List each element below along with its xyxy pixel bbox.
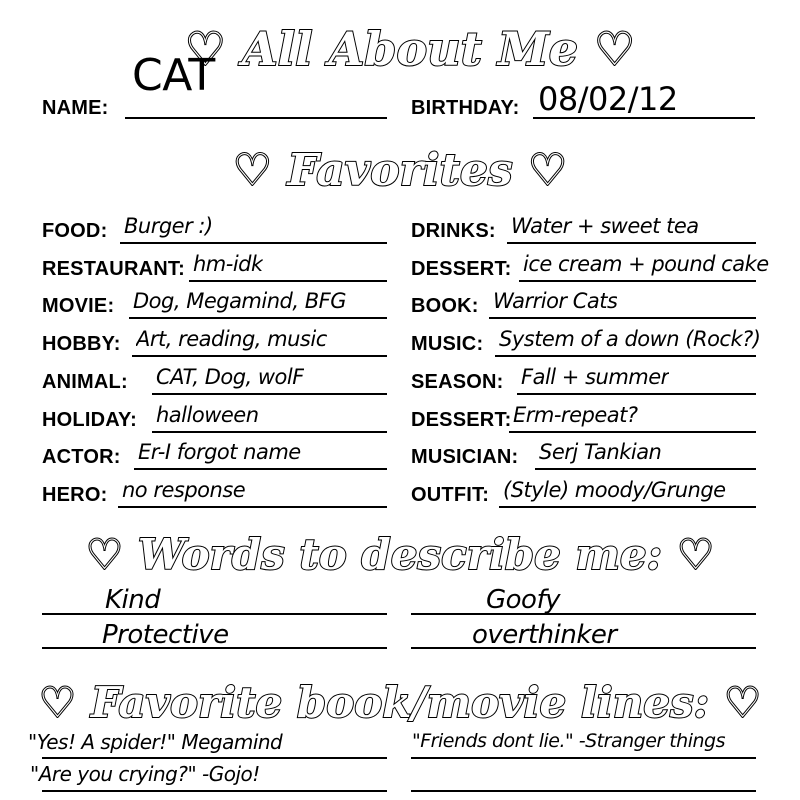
favorites_right-line-2 — [489, 317, 756, 319]
favorites_left-value-0[interactable]: Burger :) — [124, 214, 213, 238]
favorites_right-line-0 — [507, 242, 756, 244]
favorites_right-label-1: DESSERT: — [411, 257, 512, 280]
name-value[interactable]: CAT — [132, 50, 215, 101]
favorites_left-label-5: HOLIDAY: — [42, 408, 137, 431]
favorites_left-label-2: MOVIE: — [42, 295, 115, 318]
favorites_right-line-4 — [517, 393, 756, 395]
quote-line-1-right — [411, 757, 756, 759]
favorites_left-line-5 — [152, 431, 387, 433]
lines-heading: ♡ Favorite book/movie lines: ♡ — [38, 678, 762, 727]
page-title: ♡ All About Me ♡ — [184, 22, 636, 76]
favorites_right-line-3 — [495, 355, 756, 357]
favorites_left-value-2[interactable]: Dog, Megamind, BFG — [133, 289, 346, 314]
favorites_left-line-0 — [120, 242, 387, 244]
favorites_left-value-5[interactable]: halloween — [156, 402, 259, 427]
word-3[interactable]: Protective — [102, 620, 229, 650]
favorites_right-label-6: MUSICIAN: — [411, 446, 519, 469]
quote-1[interactable]: "Yes! A spider!" Megamind — [28, 730, 283, 754]
favorites_left-line-4 — [152, 393, 387, 395]
quote-line-2-left — [42, 790, 387, 792]
word-4[interactable]: overthinker — [472, 620, 617, 650]
favorites_right-value-3[interactable]: System of a down (Rock?) — [499, 327, 761, 352]
favorites_left-line-6 — [134, 468, 387, 470]
words-heading: ♡ Words to describe me: ♡ — [85, 530, 715, 579]
favorites_right-line-5 — [509, 431, 756, 433]
quote-line-2-right — [411, 790, 756, 792]
favorites_right-value-0[interactable]: Water + sweet tea — [511, 214, 699, 238]
favorites_right-line-6 — [535, 468, 756, 470]
favorites_left-line-1 — [189, 280, 387, 282]
quote-line-1-left — [42, 757, 387, 759]
words-line-1-left — [42, 613, 387, 615]
favorites_right-value-5[interactable]: Erm-repeat? — [513, 402, 638, 427]
favorites_right-label-4: SEASON: — [411, 370, 504, 393]
favorites_right-value-2[interactable]: Warrior Cats — [493, 289, 618, 314]
favorites_left-value-1[interactable]: hm-idk — [193, 251, 263, 276]
favorites-heading: ♡ Favorites ♡ — [232, 145, 568, 196]
favorites_right-value-6[interactable]: Serj Tankian — [539, 440, 662, 465]
favorites_left-value-4[interactable]: CAT, Dog, wolF — [156, 364, 304, 389]
name-label: NAME: — [42, 97, 109, 119]
favorites_left-value-3[interactable]: Art, reading, music — [136, 327, 327, 352]
favorites_right-value-1[interactable]: ice cream + pound cake — [523, 251, 769, 276]
favorites_right-label-2: BOOK: — [411, 295, 479, 318]
favorites_right-label-7: OUTFIT: — [411, 483, 490, 506]
favorites_right-label-0: DRINKS: — [411, 220, 496, 242]
words-line-1-right — [411, 613, 756, 615]
favorites_right-line-7 — [499, 506, 756, 508]
favorites_right-line-1 — [519, 280, 756, 282]
word-1[interactable]: Kind — [105, 585, 161, 615]
favorites_left-value-7[interactable]: no response — [122, 477, 246, 502]
favorites_left-line-3 — [132, 355, 387, 357]
name-line — [125, 117, 387, 119]
quote-2[interactable]: "Friends dont lie." -Stranger things — [412, 730, 726, 752]
favorites_left-line-7 — [118, 506, 387, 508]
favorites_left-label-6: ACTOR: — [42, 446, 121, 469]
favorites_left-value-6[interactable]: Er-I forgot name — [138, 440, 301, 465]
favorites_right-value-4[interactable]: Fall + summer — [521, 364, 669, 389]
favorites_left-label-7: HERO: — [42, 483, 108, 506]
favorites_right-value-7[interactable]: (Style) moody/Grunge — [503, 477, 726, 502]
favorites_left-label-4: ANIMAL: — [42, 370, 128, 393]
birthday-value[interactable]: 08/02/12 — [538, 80, 678, 118]
favorites_left-line-2 — [129, 317, 387, 319]
favorites_left-label-0: FOOD: — [42, 220, 108, 242]
quote-3[interactable]: "Are you crying?" -Gojo! — [30, 762, 260, 786]
favorites_right-label-3: MUSIC: — [411, 333, 484, 356]
favorites_left-label-3: HOBBY: — [42, 333, 121, 356]
favorites_right-label-5: DESSERT: — [411, 408, 512, 431]
word-2[interactable]: Goofy — [486, 585, 561, 615]
favorites_left-label-1: RESTAURANT: — [42, 257, 185, 280]
birthday-label: BIRTHDAY: — [411, 97, 520, 119]
